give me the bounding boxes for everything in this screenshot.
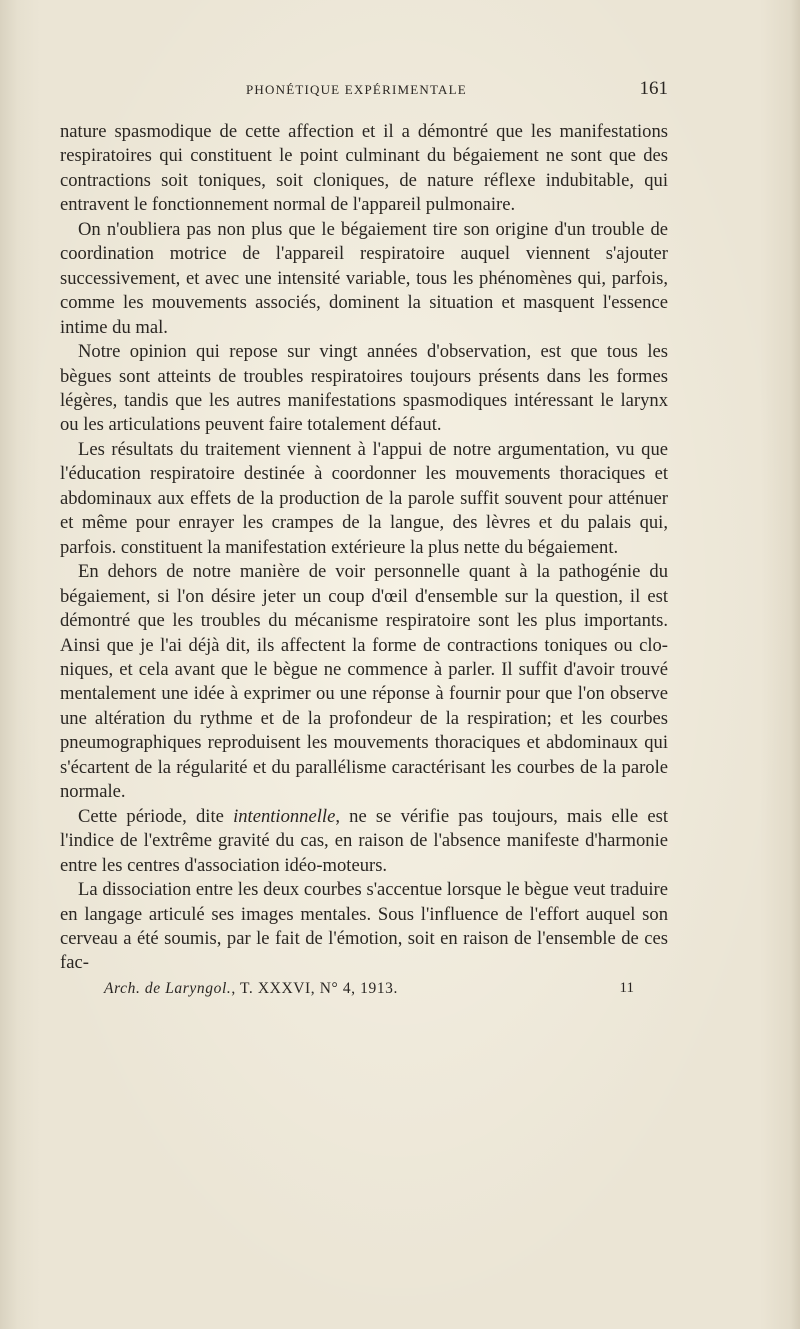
paragraph-6-italic-term: intentionnelle (233, 805, 336, 827)
signature-mark: 11 (619, 980, 634, 996)
paragraph-1: nature spasmodique de cette affection et il a démontré que les manifestations respiratoires qui constituent le point culminant du bégaiement ne sont que des contractions soit toniques, soit cloniques, de nature réflexe indubitable, qui entravent le fonctionnement normal de l'appareil pulmonaire. (60, 121, 668, 216)
paragraph-6-end: , ne se vérifie pas toujours, mais elle est l'indice de l'extrême gravité du cas, en raison de l'absence manifeste d'harmonie entre les centres d'association idéo-moteurs. (60, 805, 668, 876)
page-header (60, 78, 668, 106)
page-footer (104, 980, 634, 1004)
journal-volume: , T. XXXVI, N° 4, 1913. (231, 980, 398, 997)
journal-citation (104, 980, 398, 998)
body-text (60, 120, 668, 976)
running-head: PHONÉTIQUE EXPÉRIMENTALE (246, 82, 467, 97)
paragraph-3: Notre opinion qui repose sur vingt années d'observation, est que tous les bègues sont atteints de troubles respiratoires toujours présents dans les formes légères, tandis que les autres manifestations spasmodiques intéressant le larynx ou les articulations peuvent faire totalement défaut. (60, 341, 668, 436)
paragraph-5: En dehors de notre manière de voir personnelle quant à la pathogénie du bégaiement, si l'on désire jeter un coup d'œil d'ensemble sur la question, il est démontré que les troubles du mécanisme respiratoire sont les plus importants. Ainsi que je l'ai déjà dit, ils affectent la forme de contractions toniques ou cloniques, et cela avant que le bègue ne commence à parler. Il suffit d'avoir trouvé mentalement une idée à exprimer ou une réponse à fournir pour que l'on observe une altération du rythme et de la profondeur de la respiration; et les courbes pneumographiques reproduisent les mouvements thoraciques et abdominaux qui s'écartent de la régularité et du parallélisme caractérisant les courbes de la parole normale. (60, 561, 668, 803)
page-number: 161 (639, 78, 668, 99)
paragraph-4: Les résultats du traitement viennent à l'appui de notre argumentation, vu que l'éducation respiratoire destinée à coordonner les mouvements thoraciques et abdominaux aux effets de la production de la parole suffit souvent pour atténuer et même pour enrayer les crampes de la langue, des lèvres et du palais qui, parfois. constituent la manifestation extérieure la plus nette du bégaiement. (60, 438, 668, 558)
journal-title: Arch. de Laryngol. (104, 980, 232, 997)
paragraph-6 (60, 805, 668, 878)
paragraph-7: La dissociation entre les deux courbes s'accentue lorsque le bègue veut traduire en langage articulé ses images mentales. Sous l'influence de l'effort auquel son cerveau a été soumis, par le fait de l'émotion, soit en raison de l'ensemble de ces fac- (60, 879, 668, 974)
paragraph-6-start: Cette période, dite (78, 805, 234, 827)
paragraph-2: On n'oubliera pas non plus que le bégaiement tire son origine d'un trouble de coordination motrice de l'appareil respiratoire auquel viennent s'ajouter successivement, et avec une intensité variable, tous les phénomènes qui, parfois, comme les mouvements associés, dominent la situation et masquent l'essence intime du mal. (60, 218, 668, 338)
